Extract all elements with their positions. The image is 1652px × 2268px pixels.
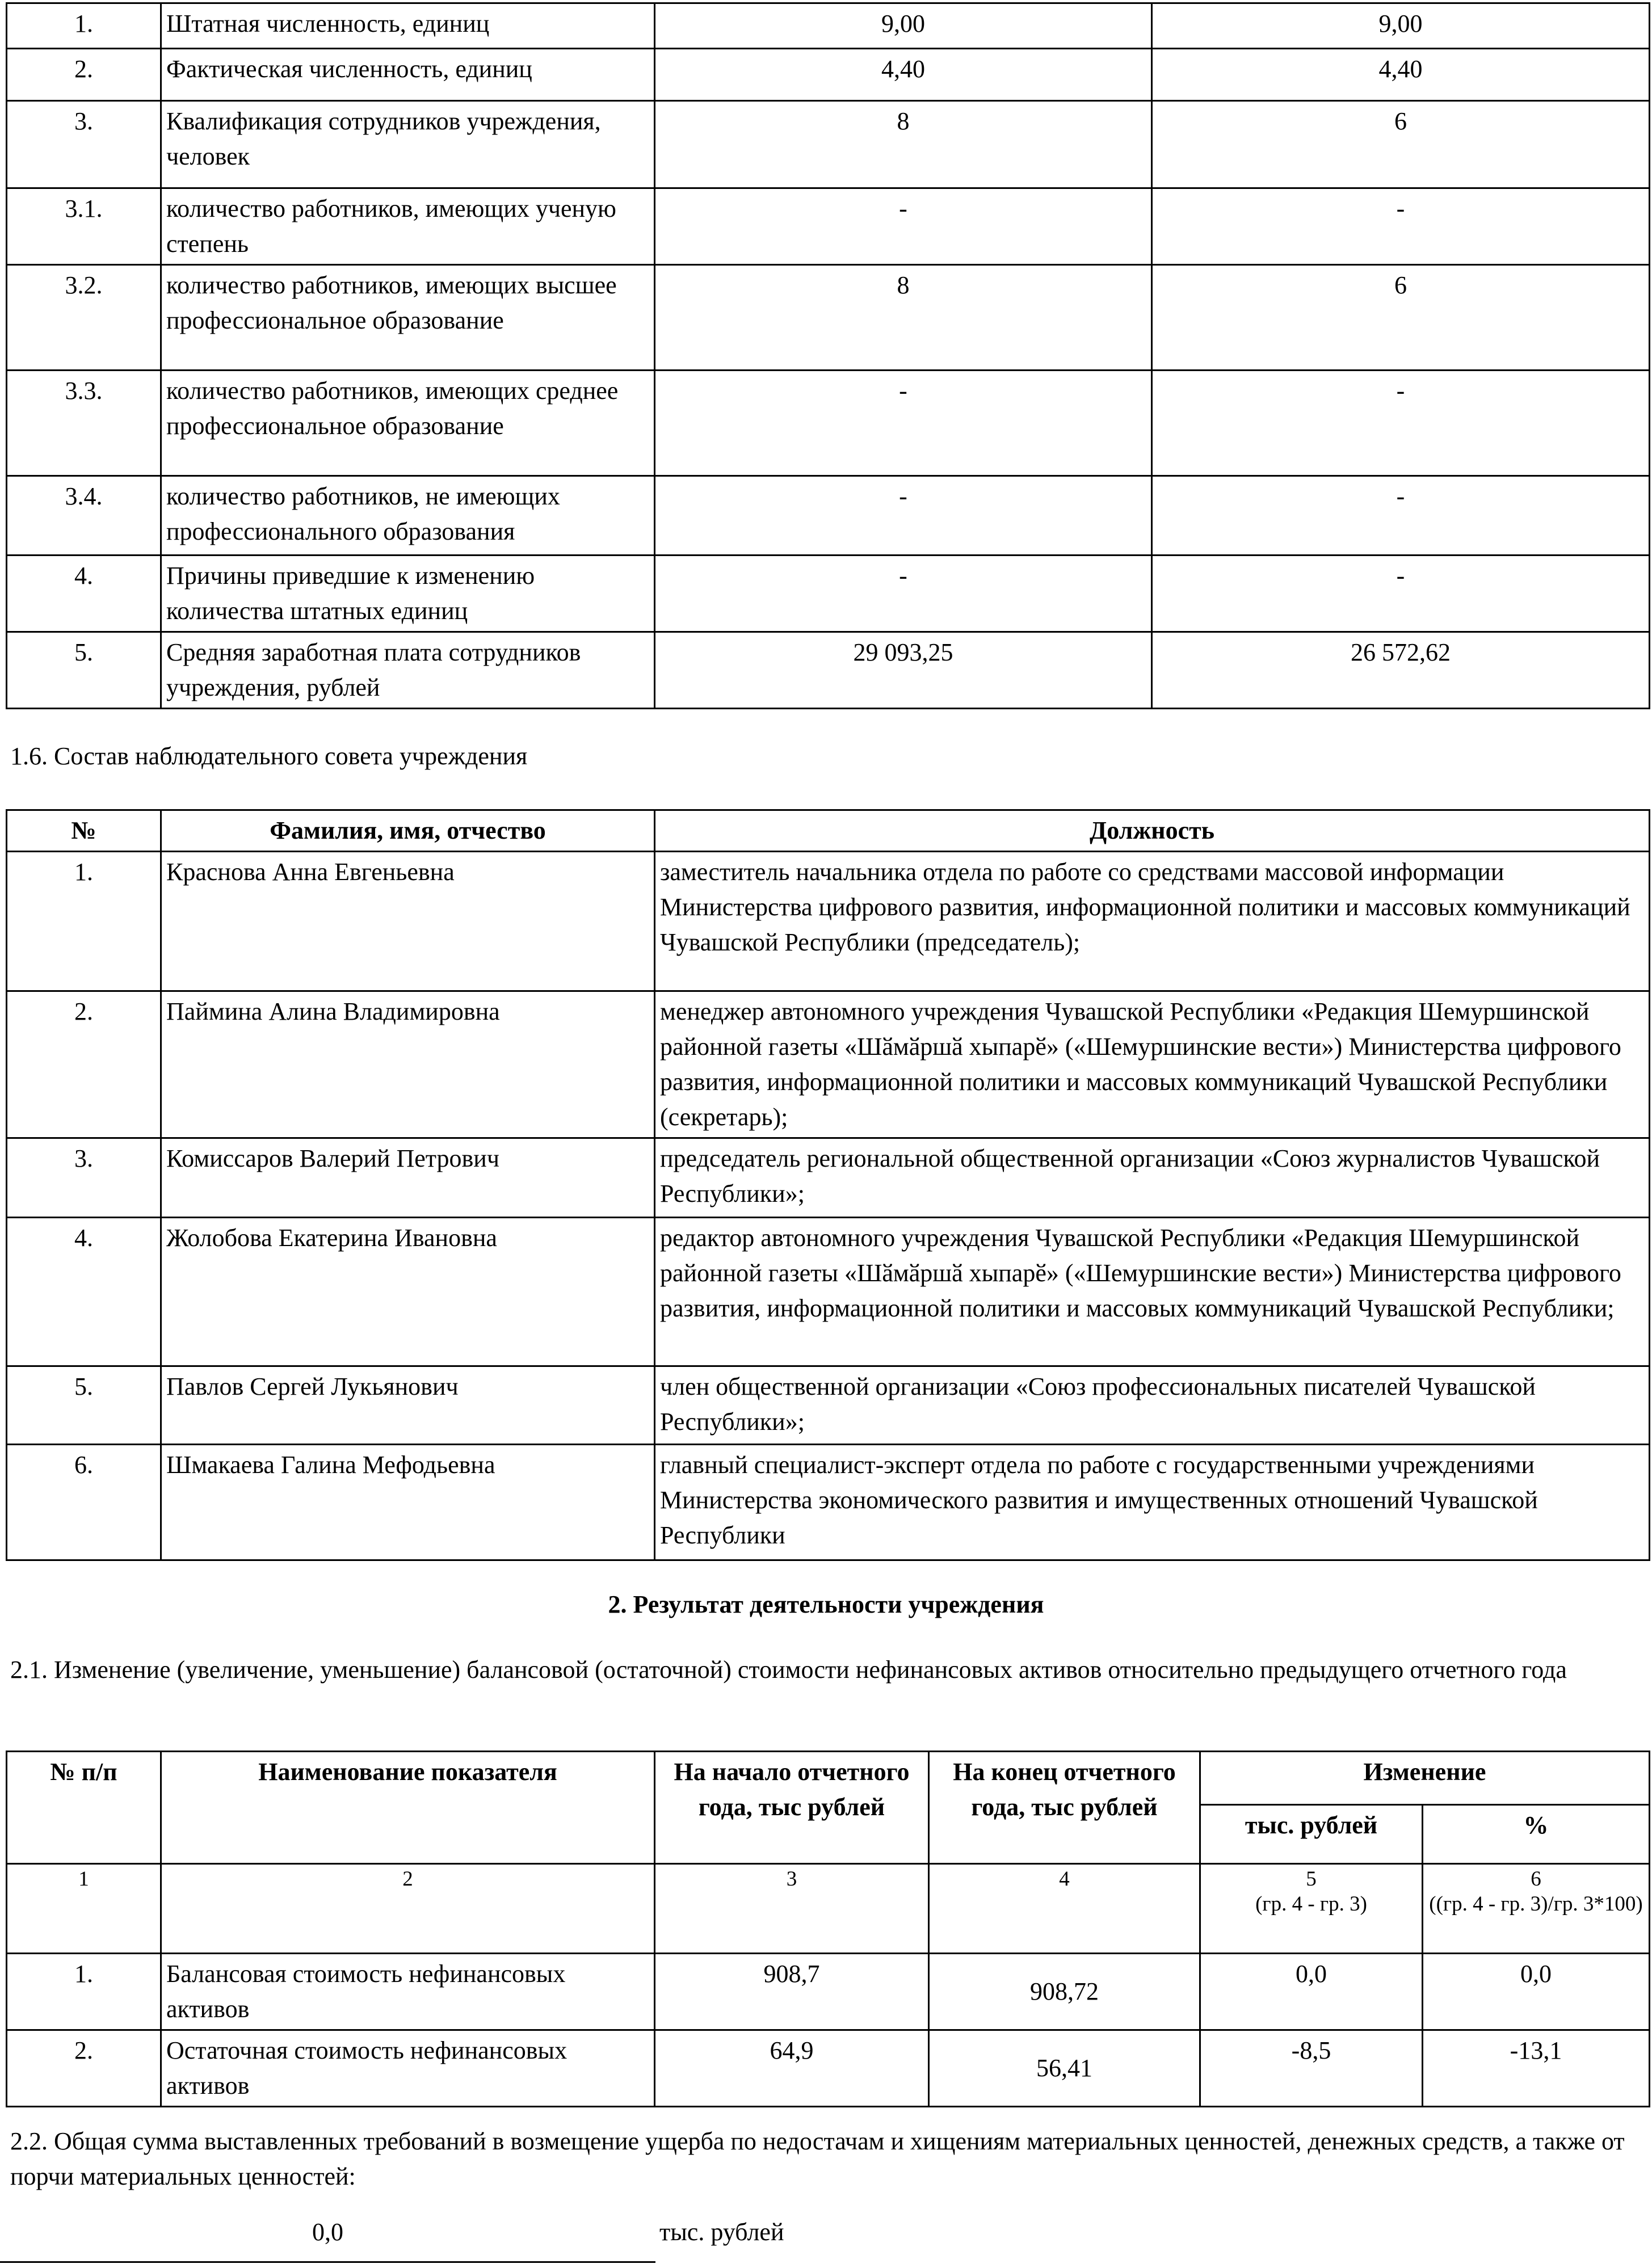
member-position: редактор автономного учреждения Чувашской Республики «Редакция Шемуршинской районной газеты «Шӑмӑршӑ хыпарӗ» («Шемуршинские вести») Министерства цифрового развития, информационной политики и массовых коммуникаций Чувашской Республики; xyxy=(655,1218,1650,1366)
column-formula: ((гр. 4 - гр. 3)/гр. 3*100) xyxy=(1429,1892,1643,1916)
value-cell: 9,00 xyxy=(655,3,1152,49)
row-number: 6. xyxy=(7,1445,161,1560)
member-position: член общественной организации «Союз профессиональных писателей Чувашской Республики»; xyxy=(655,1366,1650,1445)
column-number: 1 xyxy=(7,1864,161,1954)
value-cell: 9,00 xyxy=(1152,3,1650,49)
row-number: 1. xyxy=(7,852,161,991)
column-number: 6 xyxy=(1531,1867,1541,1891)
column-header-number: № xyxy=(7,810,161,852)
row-label: Средняя заработная плата сотрудников учреждения, рублей xyxy=(161,632,655,709)
value-change-thousands: -8,5 xyxy=(1200,2030,1423,2107)
table-row xyxy=(7,632,1650,709)
row-label: Остаточная стоимость нефинансовых активов xyxy=(161,2030,655,2107)
column-header-name: Фамилия, имя, отчество xyxy=(161,810,655,852)
column-number: 3 xyxy=(655,1864,929,1954)
value-underline xyxy=(0,2261,655,2263)
table-row xyxy=(7,1218,1650,1366)
table-row xyxy=(7,265,1650,371)
column-header-number: № п/п xyxy=(7,1752,161,1864)
column-header-percent: % xyxy=(1423,1805,1650,1864)
table-row xyxy=(7,852,1650,991)
table-row xyxy=(7,101,1650,188)
row-label: Причины приведшие к изменению количества штатных единиц xyxy=(161,556,655,632)
member-name: Паймина Алина Владимировна xyxy=(161,991,655,1138)
column-header-position: Должность xyxy=(655,810,1650,852)
member-name: Павлов Сергей Лукьянович xyxy=(161,1366,655,1445)
table-row xyxy=(7,371,1650,476)
paragraph-2-1: 2.1. Изменение (увеличение, уменьшение) балансовой (остаточной) стоимости нефинансовых активов относительно предыдущего отчетного года xyxy=(10,1656,1567,1684)
value-start: 64,9 xyxy=(655,2030,929,2107)
table-row xyxy=(7,1366,1650,1445)
value-cell: - xyxy=(655,556,1152,632)
value-cell: 4,40 xyxy=(1152,49,1650,101)
row-number: 1. xyxy=(7,1954,161,2030)
value-cell: 6 xyxy=(1152,101,1650,188)
row-label: количество работников, имеющих ученую степень xyxy=(161,188,655,265)
member-name: Краснова Анна Евгеньевна xyxy=(161,852,655,991)
row-number: 5. xyxy=(7,632,161,709)
value-change-percent: 0,0 xyxy=(1423,1954,1650,2030)
column-number: 5 xyxy=(1306,1867,1317,1891)
column-header-start-year: На начало отчетного года, тыс рублей xyxy=(655,1752,929,1864)
table-row xyxy=(7,49,1650,101)
column-header-indicator: Наименование показателя xyxy=(161,1752,655,1864)
table-row xyxy=(7,1954,1650,2030)
row-number: 3.4. xyxy=(7,476,161,556)
member-position: менеджер автономного учреждения Чувашской Республики «Редакция Шемуршинской районной газеты «Шӑмӑршӑ хыпарӗ» («Шемуршинские вести») Министерства цифрового развития, информационной политики и массовых коммуникаций Чувашской Республики (секретарь); xyxy=(655,991,1650,1138)
row-label: Квалификация сотрудников учреждения, человек xyxy=(161,101,655,188)
row-number: 3.2. xyxy=(7,265,161,371)
row-label: количество работников, не имеющих профессионального образования xyxy=(161,476,655,556)
damage-amount-value: 0,0 xyxy=(312,2218,343,2246)
table-row xyxy=(7,2030,1650,2107)
row-number: 3. xyxy=(7,1138,161,1218)
column-number: 2 xyxy=(161,1864,655,1954)
row-label: Балансовая стоимость нефинансовых активов xyxy=(161,1954,655,2030)
column-number: 4 xyxy=(929,1864,1200,1954)
value-cell: 4,40 xyxy=(655,49,1152,101)
row-label: количество работников, имеющих высшее профессиональное образование xyxy=(161,265,655,371)
paragraph-2-2: 2.2. Общая сумма выставленных требований в возмещение ущерба по недостачам и хищениям материальных ценностей, денежных средств, а также от порчи материальных ценностей: xyxy=(10,2127,1625,2190)
row-number: 4. xyxy=(7,1218,161,1366)
section-1-6-title: 1.6. Состав наблюдательного совета учреждения xyxy=(10,742,528,770)
column-number-row xyxy=(7,1864,1650,1954)
section-2-title: 2. Результат деятельности учреждения xyxy=(608,1590,1044,1618)
row-number: 5. xyxy=(7,1366,161,1445)
table-row xyxy=(7,991,1650,1138)
member-position: председатель региональной общественной организации «Союз журналистов Чувашской Республики»; xyxy=(655,1138,1650,1218)
value-cell: 29 093,25 xyxy=(655,632,1152,709)
value-change-thousands: 0,0 xyxy=(1200,1954,1423,2030)
column-header-thousand-rubles: тыс. рублей xyxy=(1200,1805,1423,1864)
board-table xyxy=(6,809,1650,1561)
member-position: заместитель начальника отдела по работе со средствами массовой информации Министерства цифрового развития, информационной политики и массовых коммуникаций Чувашской Республики (председатель); xyxy=(655,852,1650,991)
value-cell: - xyxy=(1152,371,1650,476)
value-end: 908,72 xyxy=(929,1954,1200,2030)
member-name: Жолобова Екатерина Ивановна xyxy=(161,1218,655,1366)
value-cell: - xyxy=(1152,188,1650,265)
row-number: 2. xyxy=(7,49,161,101)
value-end: 56,41 xyxy=(929,2030,1200,2107)
value-cell: - xyxy=(655,476,1152,556)
row-number: 4. xyxy=(7,556,161,632)
row-label: Штатная численность, единиц xyxy=(161,3,655,49)
table-row xyxy=(7,3,1650,49)
value-cell: 8 xyxy=(655,265,1152,371)
column-number-6 xyxy=(1423,1864,1650,1954)
row-number: 2. xyxy=(7,2030,161,2107)
row-number: 3.3. xyxy=(7,371,161,476)
value-cell: 26 572,62 xyxy=(1152,632,1650,709)
member-name: Комиссаров Валерий Петрович xyxy=(161,1138,655,1218)
row-number: 3.1. xyxy=(7,188,161,265)
staff-table xyxy=(6,2,1650,709)
row-label: количество работников, имеющих среднее профессиональное образование xyxy=(161,371,655,476)
value-cell: 6 xyxy=(1152,265,1650,371)
value-start: 908,7 xyxy=(655,1954,929,2030)
value-cell: - xyxy=(655,188,1152,265)
table-row xyxy=(7,1445,1650,1560)
row-number: 2. xyxy=(7,991,161,1138)
table-header-row xyxy=(7,1752,1650,1805)
member-name: Шмакаева Галина Мефодьевна xyxy=(161,1445,655,1560)
table-header-row xyxy=(7,810,1650,852)
value-cell: - xyxy=(1152,476,1650,556)
value-cell: - xyxy=(655,371,1152,476)
value-cell: 8 xyxy=(655,101,1152,188)
table-row xyxy=(7,1138,1650,1218)
column-header-end-year: На конец отчетного года, тыс рублей xyxy=(929,1752,1200,1864)
row-label: Фактическая численность, единиц xyxy=(161,49,655,101)
table-row xyxy=(7,188,1650,265)
row-number: 1. xyxy=(7,3,161,49)
value-change-percent: -13,1 xyxy=(1423,2030,1650,2107)
row-number: 3. xyxy=(7,101,161,188)
column-number-5 xyxy=(1200,1864,1423,1954)
table-row xyxy=(7,476,1650,556)
table-row xyxy=(7,556,1650,632)
column-header-change: Изменение xyxy=(1200,1752,1650,1805)
value-cell: - xyxy=(1152,556,1650,632)
assets-table xyxy=(6,1751,1650,2107)
member-position: главный специалист-эксперт отдела по работе с государственными учреждениями Министерства экономического развития и имущественных отношений Чувашской Республики xyxy=(655,1445,1650,1560)
damage-amount-unit: тыс. рублей xyxy=(659,2218,784,2246)
column-formula: (гр. 4 - гр. 3) xyxy=(1255,1892,1367,1916)
